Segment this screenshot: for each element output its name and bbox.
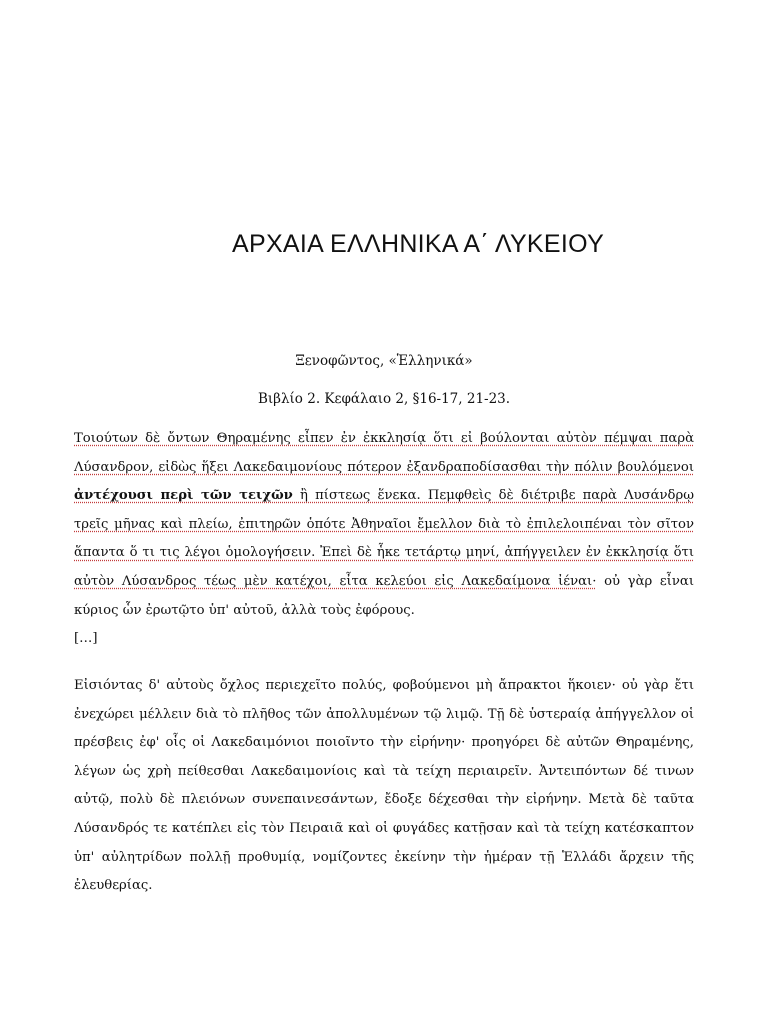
paragraph-1-bold-phrase: ἀντέχουσι περὶ τῶν τειχῶν (74, 488, 293, 504)
reference-line: Βιβλίο 2. Κεφάλαιο 2, §16-17, 21-23. (257, 391, 511, 407)
paragraph-1-segment-2: ἢ πίστεως ἕνεκα. Πεμφθεὶς δὲ διέτριβε παρὰ Λυσάνδρῳ τρεῖς μῆνας καὶ πλείω, ἐπιτηρῶν ὁπότε Ἀθηναῖοι ἔμελλον διὰ τὸ ἐπιλελοιπέναι τὸν σῖτον ἅπαντα ὅ τι τις λέγοι ὁμολογήσειν. Ἐπεὶ δὲ ἧκε τετάρτῳ μηνί, ἀπήγγειλεν ἐν ἐκκλησίᾳ ὅτι αὐτὸν Λύσανδρος τέως μὲν κατέχοι, εἶτα κελεύοι εἰς Λακεδαίμονα ἰέναι· (74, 488, 694, 589)
paragraph-1-segment-3: οὐ γὰρ εἶναι κύριος ὧν ἐρωτῷτο ὑπ' αὐτοῦ, ἀλλὰ τοὺς ἐφόρους. (74, 573, 694, 618)
paragraph-1-segment-1: Τοιούτων δὲ ὄντων Θηραμένης εἶπεν ἐν ἐκκλησίᾳ ὅτι εἰ βούλονται αὐτὸν πέμψαι παρὰ Λύσανδρον, εἰδὼς ἥξει Λακεδαιμονίους πότερον ἐξανδραποδίσασθαι τὴν πόλιν βουλόμενοι (74, 431, 694, 475)
paragraph-1 (74, 425, 694, 654)
paragraph-1-ellipsis: […] (74, 631, 98, 647)
paragraph-2: Εἰσιόντας δ' αὐτοὺς ὄχλος περιεχεῖτο πολύς, φοβούμενοι μὴ ἄπρακτοι ἥκοιεν· οὐ γὰρ ἔτι ἐνεχώρει μέλλειν διὰ τὸ πλῆθος τῶν ἀπολλυμένων τῷ λιμῷ. Τῇ δὲ ὑστεραίᾳ ἀπήγγελλον οἱ πρέσβεις ἐφ' οἷς οἱ Λακεδαιμόνιοι ποιοῖντο τὴν εἰρήνην· προηγόρει δὲ αὐτῶν Θηραμένης, λέγων ὡς χρὴ πείθεσθαι Λακεδαιμονίοις καὶ τὰ τείχη περιαιρεῖν. Ἀντειπόντων δέ τινων αὐτῷ, πολὺ δὲ πλειόνων συνεπαινεσάντων, ἔδοξε δέχεσθαι τὴν εἰρήνην. Μετὰ δὲ ταῦτα Λύσανδρός τε κατέπλει εἰς τὸν Πειραιᾶ καὶ οἱ φυγάδες κατῇσαν καὶ τὰ τείχη κατέσκαπτον ὑπ' αὐλητρίδων πολλῇ προθυμίᾳ, νομίζοντες ἐκείνην τὴν ἡμέραν τῇ Ἑλλάδι ἄρχειν τῆς ἐλευθερίας. (74, 678, 694, 894)
author-work-line: Ξενοφῶντος, «Ἑλληνικά» (295, 353, 473, 369)
paragraph-1-text-underlined (74, 431, 694, 589)
document-title: ΑΡΧΑΙΑ ΕΛΛΗΝΙΚΑ Α΄ ΛΥΚΕΙΟΥ (232, 230, 605, 258)
